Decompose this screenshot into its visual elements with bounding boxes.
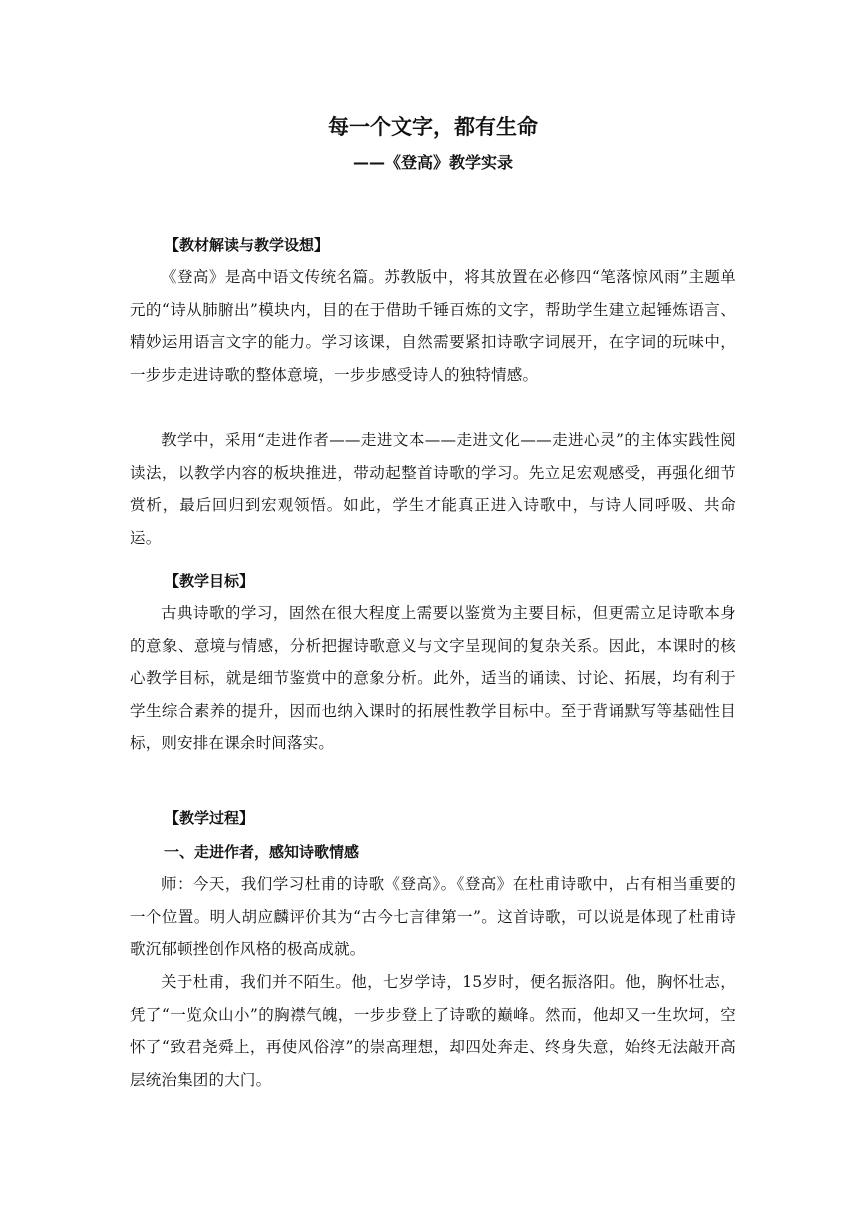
paragraph: 《登高》是高中语文传统名篇。苏教版中，将其放置在必修四“笔落惊风雨”主题单元的“诗从肺腑出”模块内，目的在于借助千锤百炼的文字，帮助学生建立起锤炼语言、精妙运用语言文字的能力。学习该课，自然需要紧扣诗歌字词展开，在字词的玩味中，一步步走进诗歌的整体意境，一步步感受诗人的独特情感。 (130, 268, 736, 384)
document-title: 每一个文字，都有生命 (328, 115, 538, 139)
paragraph: 师：今天，我们学习杜甫的诗歌《登高》。《登高》在杜甫诗歌中，占有相当重要的一个位置。明人胡应麟评价其为“古今七言律第一”。这首诗歌，可以说是体现了杜甫诗歌沉郁顿挫创作风格的极高成就。 (130, 875, 736, 958)
paragraph: 关于杜甫，我们并不陌生。他，七岁学诗，15岁时，便名振洛阳。他，胸怀壮志，凭了“一览众山小”的胸襟气魄，一步步登上了诗歌的巅峰。然而，他却又一生坎坷，空怀了“致君尧舜上，再使风俗淳”的崇高理想，却四处奔走、终身失意，始终无法敲开高层统治集团的大门。 (130, 973, 736, 1089)
paragraph: 教学中，采用“走进作者——走进文本——走进文化——走进心灵”的主体实践性阅读法，以教学内容的板块推进，带动起整首诗歌的学习。先立足宏观感受，再强化细节赏析，最后回归到宏观领悟。如此，学生才能真正进入诗歌中，与诗人同呼吸、共命运。 (130, 431, 736, 547)
document-subtitle: ——《登高》教学实录 (352, 153, 513, 172)
section-subheading: 一、走进作者，感知诗歌情感 (164, 843, 360, 861)
section-heading-teaching-process: 【教学过程】 (164, 809, 255, 827)
paragraph: 古典诗歌的学习，固然在很大程度上需要以鉴赏为主要目标，但更需立足诗歌本身的意象、意境与情感，分析把握诗歌意义与文字呈现间的复杂关系。因此，本课时的核心教学目标，就是细节鉴赏中的意象分析。此外，适当的诵读、讨论、拓展，均有利于学生综合素养的提升，因而也纳入课时的拓展性教学目标中。至于背诵默写等基础性目标，则安排在课余时间落实。 (130, 604, 736, 752)
section-heading-textbook-reading: 【教材解读与教学设想】 (164, 236, 330, 254)
section-heading-teaching-goals: 【教学目标】 (164, 572, 255, 590)
